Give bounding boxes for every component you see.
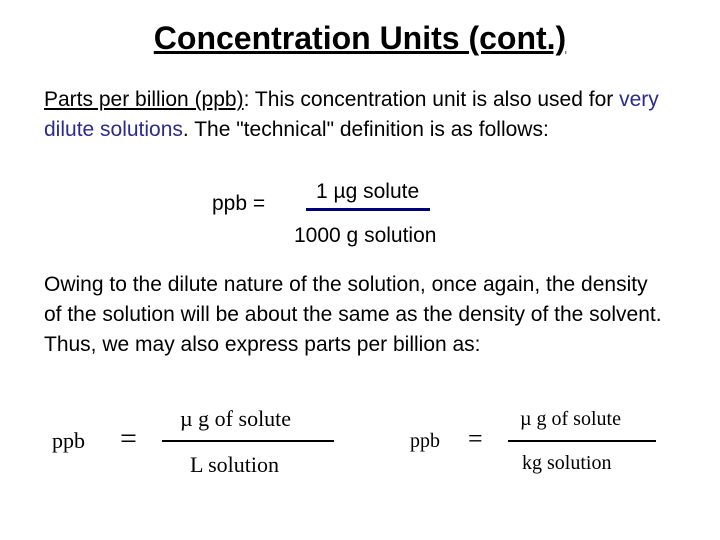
equation-per-kilogram bbox=[410, 400, 670, 490]
intro-text-rest: . The "technical" definition is as follows: bbox=[182, 118, 549, 141]
intro-paragraph bbox=[44, 85, 664, 145]
equation-per-kilogram-denominator: kg solution bbox=[522, 452, 612, 474]
equation-per-kilogram-numerator: µ g of solute bbox=[520, 408, 621, 430]
equation-per-liter bbox=[50, 400, 350, 490]
definition-fraction-bar bbox=[306, 208, 430, 211]
equation-per-kilogram-equals: = bbox=[468, 424, 483, 453]
definition-lhs: ppb = bbox=[212, 192, 266, 215]
definition-numerator: 1 µg solute bbox=[316, 180, 420, 203]
equation-per-kilogram-fraction-bar bbox=[508, 440, 656, 442]
equation-per-liter-equals: = bbox=[120, 422, 137, 455]
equation-per-kilogram-lhs: ppb bbox=[410, 430, 440, 452]
dilute-highlight: very dilute solutions bbox=[44, 88, 659, 141]
density-paragraph: Owing to the dilute nature of the solution, once again, the density of the solution will be about the same as the density of the solvent. Thus, we may also express parts per billion as: bbox=[44, 273, 662, 356]
equation-per-liter-denominator: L solution bbox=[190, 452, 280, 477]
equation-per-liter-lhs: ppb bbox=[52, 428, 85, 453]
intro-text: : This concentration unit is also used for bbox=[243, 88, 620, 111]
equation-per-liter-numerator: µ g of solute bbox=[180, 406, 292, 431]
definition-denominator: 1000 g solution bbox=[294, 224, 437, 247]
ppb-term: Parts per billion (ppb) bbox=[44, 88, 244, 111]
slide-title: Concentration Units (cont.) bbox=[153, 20, 567, 56]
equation-per-liter-fraction-bar bbox=[162, 440, 334, 442]
